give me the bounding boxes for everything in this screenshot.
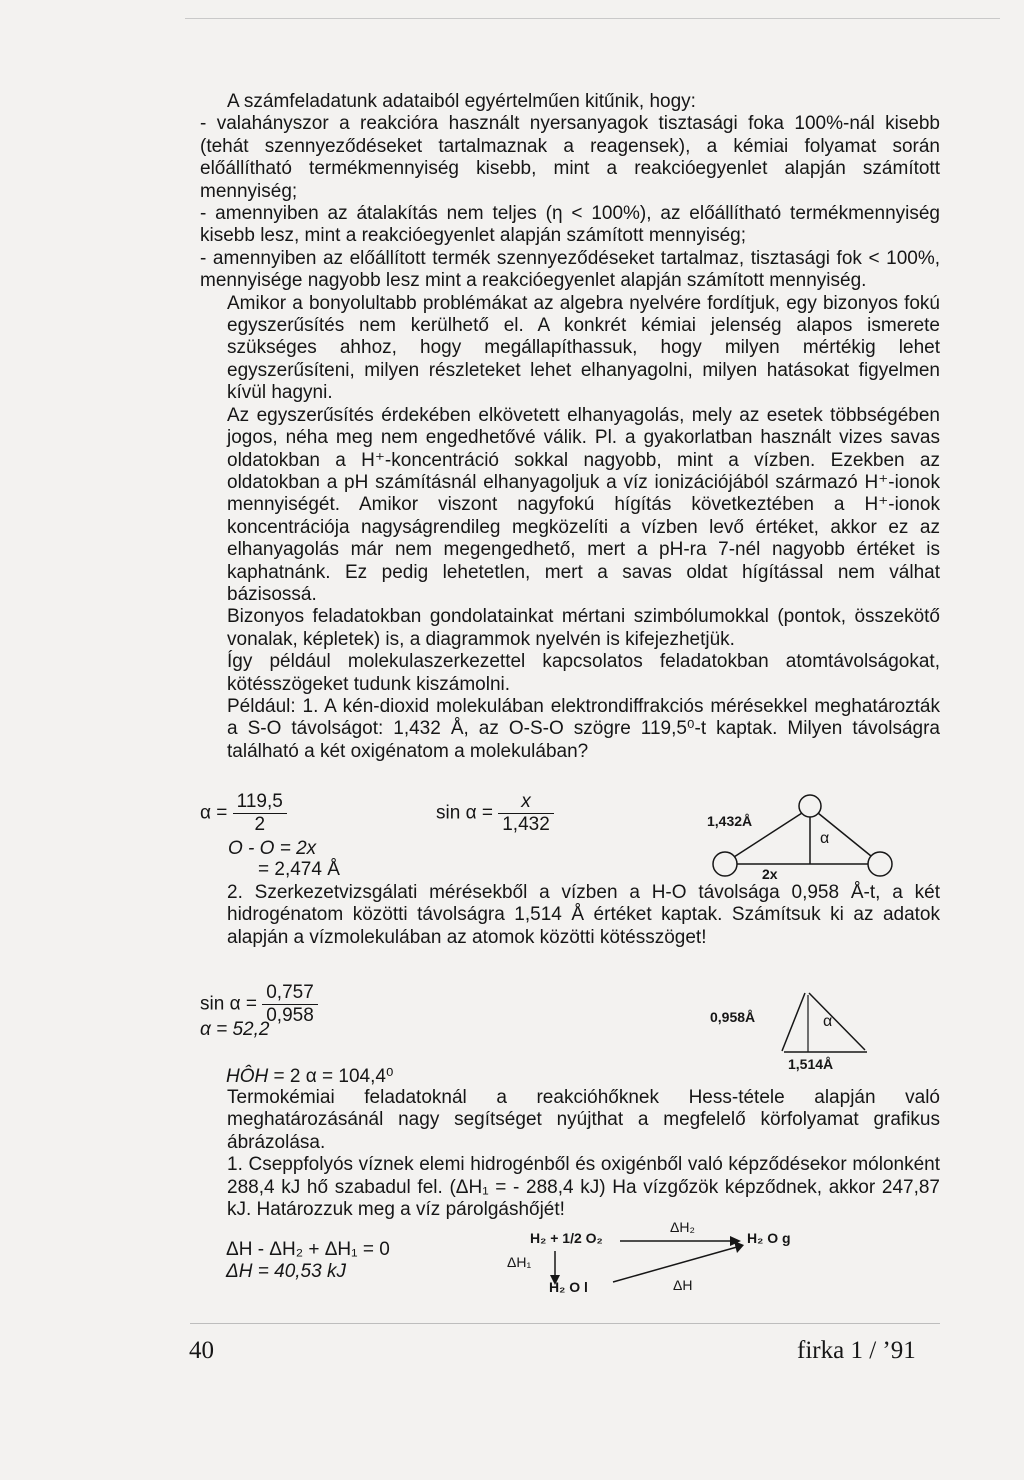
oxygen-atom-right bbox=[868, 852, 892, 876]
oo-distance-result: = 2,474 Å bbox=[258, 859, 340, 880]
paragraph: Az egyszerűsítés érdekében elkövetett elhanyagolás, mely az esetek többségében jogos, néha meg nem engedhetővé válik. Pl. a gyakorlatban használt vizes savas oldatokban a H⁺-koncentráció sokkal nagyobb, mint a vízben. Ezekben az oldatokban a pH számításnál elhanyagoljuk a víz ionizációjából származó H⁺-ionok mennyiségét. Amikor viszont nagyfokú hígítás következtében a H⁺-ionok koncentrációja nagyságrendileg megközelíti a vízben levő értéket, akkor ez az elhanyagolás már nem megengedhető, mert a pH-ra 7-nél nagyobb értéket is kaphatnánk. Ez pedig lehetetlen, mert a savas oldat hígítással nem válhat bázisossá. bbox=[227, 404, 940, 605]
water-liquid-label: H₂ O l bbox=[549, 1279, 588, 1295]
water-gas-label: H₂ O g bbox=[747, 1230, 791, 1246]
paragraph: Például: 1. A kén-dioxid molekulában elektrondiffrakciós mérésekkel meghatározták a S-O távolságot: 1,432 Å, az O-S-O szögre 119,5⁰-t kaptak. Milyen távolságra található a két oxigénatom a molekulában? bbox=[227, 695, 940, 762]
base-length-label: 2x bbox=[762, 866, 778, 882]
hess-cycle-diagram bbox=[505, 1219, 835, 1300]
angle-label: α bbox=[820, 830, 830, 847]
dh1-label: ΔH₁ bbox=[507, 1254, 532, 1270]
alpha-fraction: $\frac{119,5}{2}$ bbox=[233, 791, 287, 836]
hh-distance-label: 1,514Å bbox=[788, 1056, 834, 1072]
dh2-label: ΔH₂ bbox=[670, 1219, 695, 1235]
hess-result: ΔH = 40,53 kJ bbox=[226, 1261, 346, 1282]
paragraph: Termokémiai feladatoknál a reakcióhőknek Hess-tétele alapján való meghatározásánál nagy segítséget nyújthat a megfelelő körfolyamat grafikus ábrázolása. bbox=[227, 1087, 940, 1153]
so-bond-length-label: 1,432Å bbox=[707, 813, 753, 829]
paragraph: Bizonyos feladatokban gondolatainkat mértani szimbólumokkal (pontok, összekötő vonalak, képletek) is, a diagrammok nyelvén is kifejezhetjük. bbox=[227, 606, 940, 650]
list-item: - amennyiben az átalakítás nem teljes (η < 100%), az előállítható termékmennyiség kisebb lesz, mint a reakcióegyenlet alapján számított mennyiség; bbox=[200, 203, 940, 247]
oxygen-atom-left bbox=[713, 852, 737, 876]
intro-paragraph: A számfeladatunk adataiból egyértelműen kitűnik, hogy: bbox=[227, 91, 696, 112]
sine-fraction: $\frac{x}{1,432}$ bbox=[498, 791, 554, 836]
paragraph: 2. Szerkezetvizsgálati mérésekből a vízben a H-O távolsága 0,958 Å-t, a két hidrogénatom közötti távolságra 1,514 Å értéket kaptak. Számítsuk ki az adatok alapján a vízmolekulában az atomok közötti kötésszöget! bbox=[227, 882, 940, 948]
dh-arrowhead bbox=[734, 1241, 744, 1253]
bond-angle-result: HÔH = 2 α = 104,4⁰ bbox=[226, 1066, 394, 1087]
paragraph: Így például molekulaszerkezettel kapcsolatos feladatokban atomtávolságokat, kötésszögeket tudunk kiszámolni. bbox=[227, 651, 940, 695]
bond-left bbox=[782, 993, 805, 1051]
paragraph: Amikor a bonyolultabb problémákat az algebra nyelvére fordítjuk, egy bizonyos fokú egyszerűsítés nem kerülhető el. A konkrét kémiai jelenség alapos ismerete szükséges ahhoz, hogy megállapíthassuk, hogy milyen mértékig lehet egyszerűsíteni, milyen részleteket lehet elhanyagolni, milyen hatásokat figyelmen kívül hagyni. bbox=[227, 292, 940, 404]
list-item: - valahányszor a reakcióra használt nyersanyagok tisztasági foka 100%-nál kisebb (tehát szennyeződéseket tartalmaznak a reagensek), a kémiai folyamat során előállítható termékmennyiség kisebb, mint a reakcióegyenlet alapján számított mennyiség; bbox=[200, 113, 940, 202]
so2-triangle-diagram bbox=[707, 793, 940, 888]
dh-label: ΔH bbox=[673, 1277, 693, 1293]
oo-distance-equation: O - O = 2x bbox=[228, 838, 317, 859]
main-text bbox=[200, 91, 940, 763]
bond-right bbox=[809, 993, 865, 1050]
top-rule bbox=[185, 18, 1000, 19]
page-number: 40 bbox=[189, 1337, 214, 1364]
water-triangle-diagram bbox=[710, 985, 940, 1075]
sine-fraction-2: $\frac{0,757}{0,958}$ bbox=[262, 982, 318, 1027]
alpha-equation: α = $\frac{119,5}{2}$ bbox=[200, 791, 287, 836]
thermo-text bbox=[200, 1087, 940, 1221]
alpha-result: α = 52,2 bbox=[200, 1019, 270, 1040]
sine-alpha-2-equation: sin α = $\frac{0,757}{0,958}$ bbox=[200, 982, 318, 1027]
list-item: - amennyiben az előállított termék szennyeződéseket tartalmaz, tisztasági fok < 100%, mennyisége nagyobb lesz mint a reakcióegyenlet alapján számított mennyiség. bbox=[200, 247, 940, 292]
angle-label: α bbox=[823, 1013, 833, 1030]
oh-bond-length-label: 0,958Å bbox=[710, 1009, 756, 1025]
journal-issue: firka 1 / ’91 bbox=[797, 1337, 916, 1364]
reactants-label: H₂ + 1/2 O₂ bbox=[530, 1230, 603, 1246]
sine-equation: sin α = $\frac{x}{1,432}$ bbox=[436, 791, 554, 836]
footer-rule bbox=[190, 1323, 940, 1324]
hess-equation: ΔH - ΔH₂ + ΔH₁ = 0 bbox=[226, 1239, 390, 1260]
problem-2-text bbox=[200, 882, 940, 949]
paragraph: 1. Cseppfolyós víznek elemi hidrogénből és oxigénből való képződésekor mólonként 288,4 kJ hő szabadul fel. (ΔH₁ = - 288,4 kJ) Ha vízgőzök képződnek, akkor 247,87 kJ. Határozzuk meg a víz párolgáshőjét! bbox=[227, 1154, 940, 1221]
